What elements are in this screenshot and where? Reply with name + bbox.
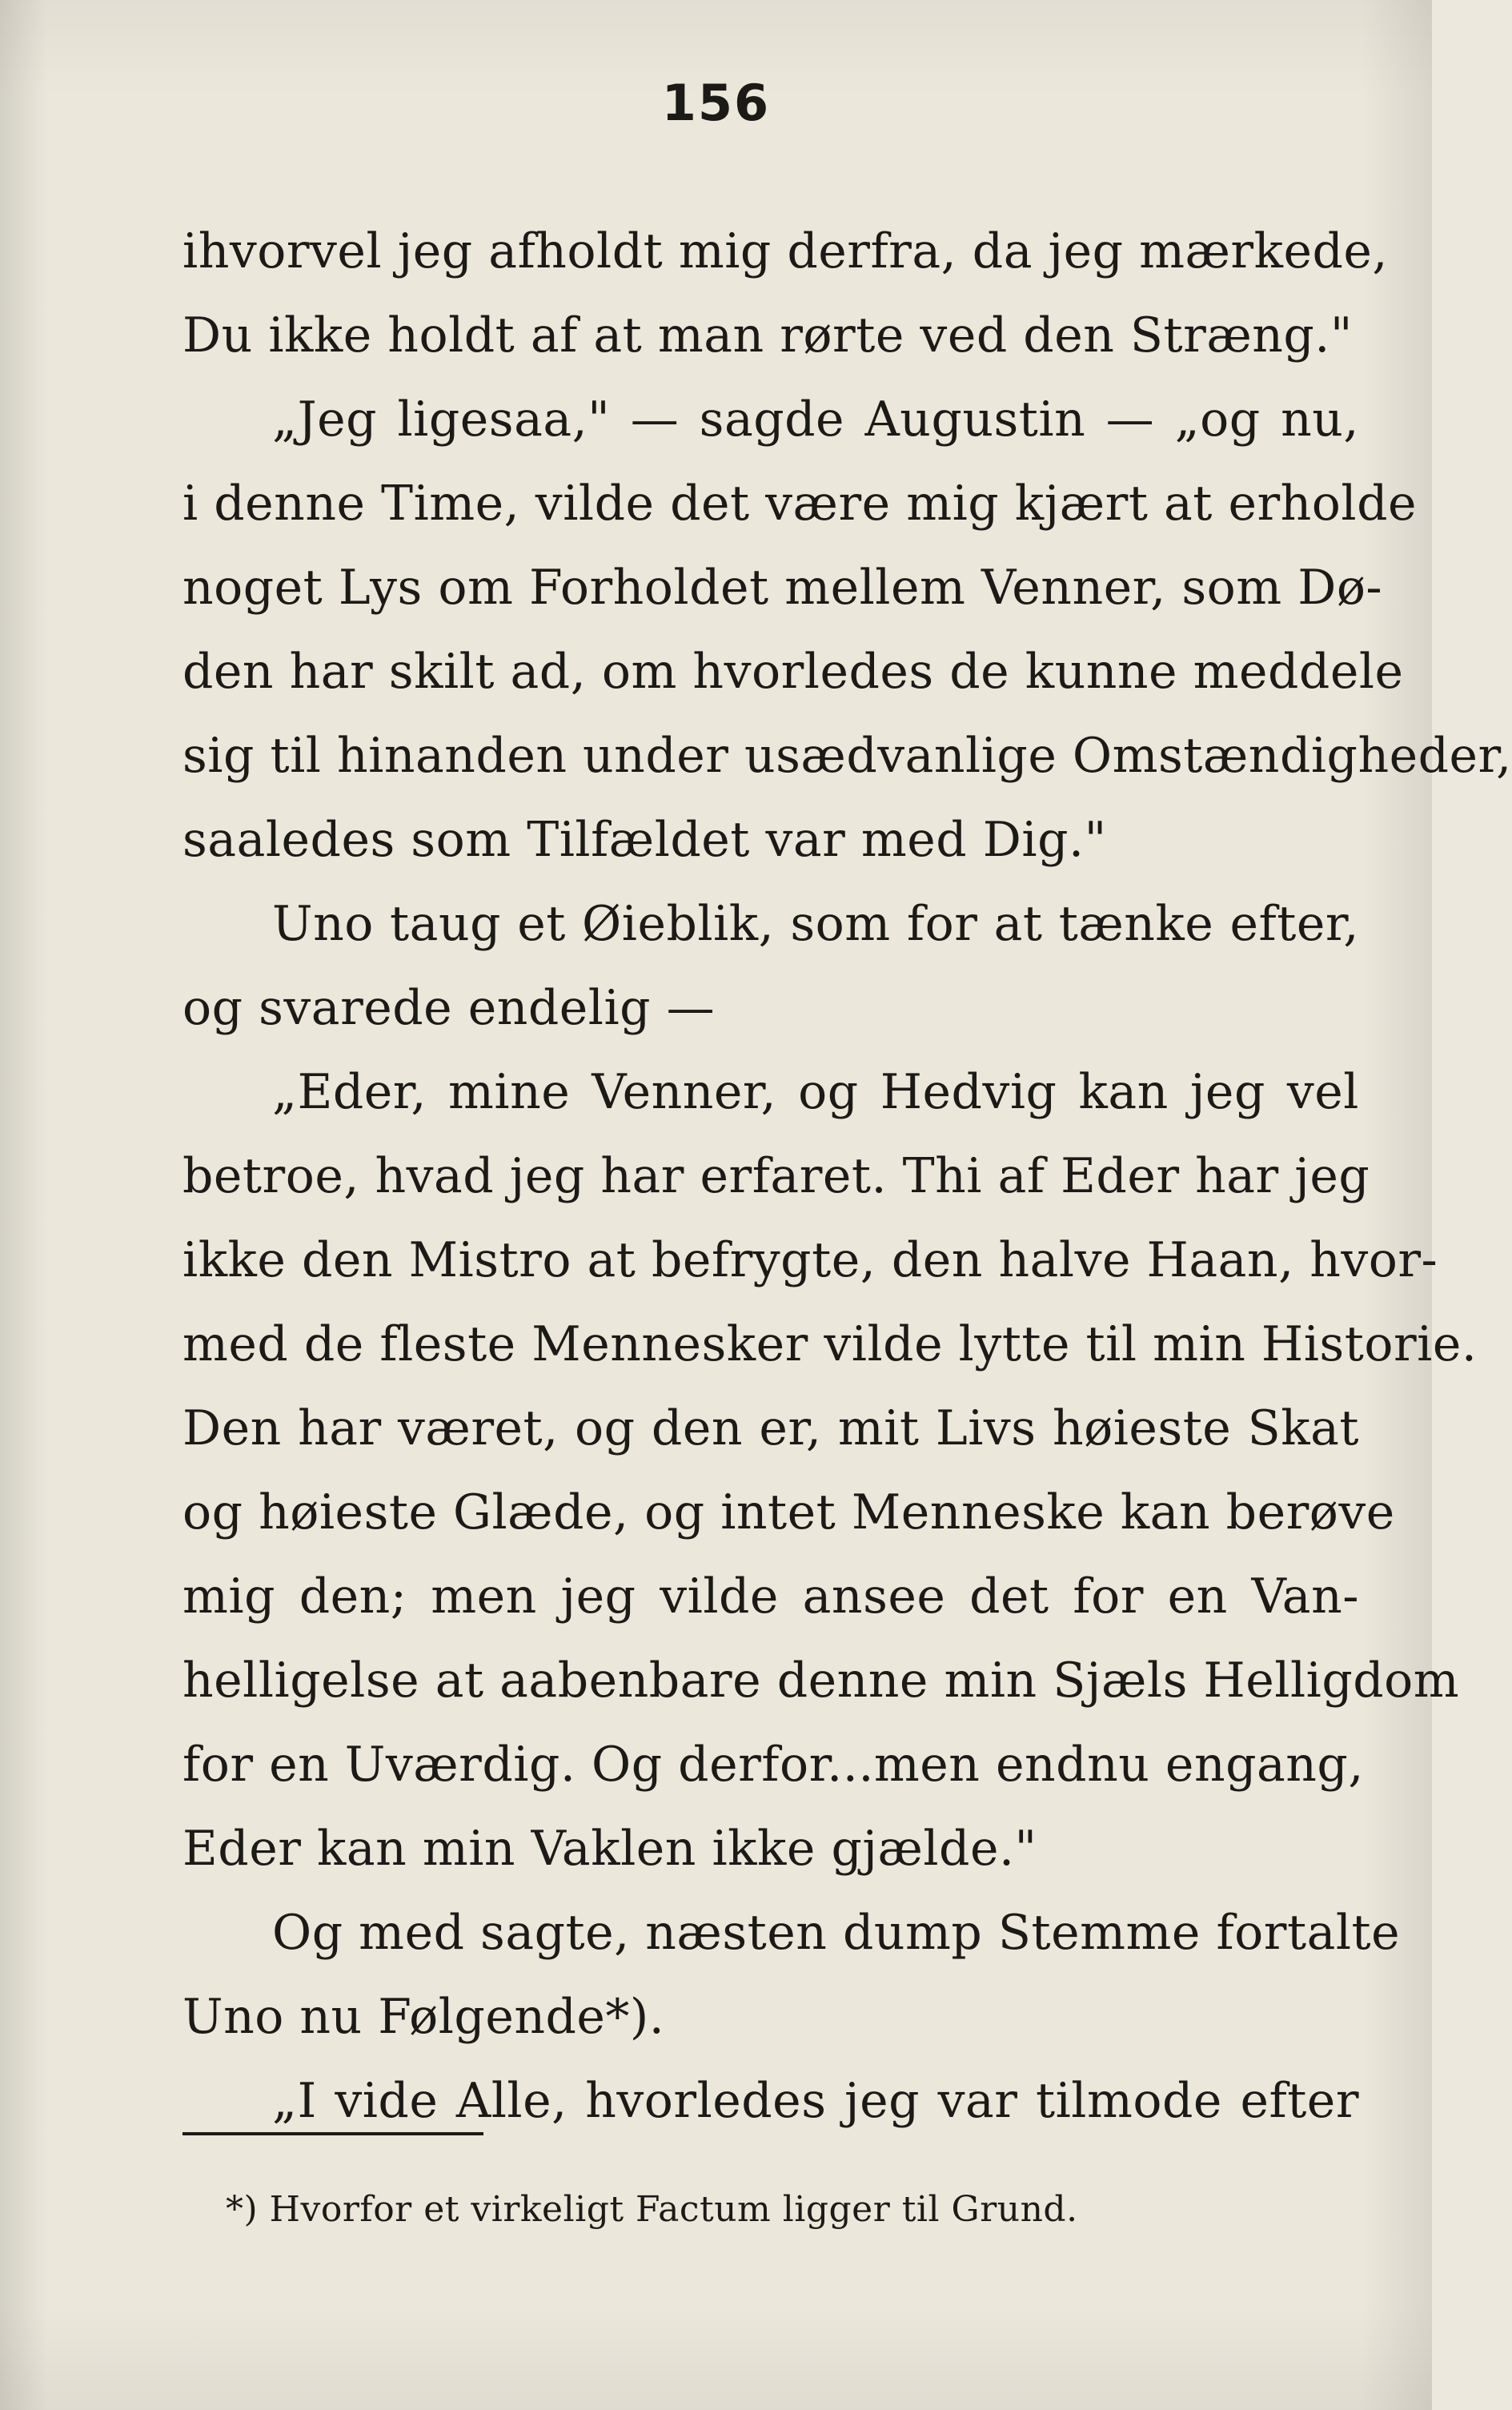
text-line: ihvorvel jeg afholdt mig derfra, da jeg mærkede, [182, 223, 1388, 279]
text-line: „Jeg ligesaa," — sagde Augustin — „og nu, [272, 392, 1359, 448]
footnote: *) Hvorfor et virkeligt Factum ligger til Grund. [226, 2189, 1078, 2230]
text-line: Og med sagte, næsten dump Stemme fortalte [272, 1905, 1401, 1961]
text-line: med de fleste Mennesker vilde lytte til min Historie. [182, 1316, 1478, 1372]
text-line: Uno taug et Øieblik, som for at tænke efter, [272, 896, 1359, 952]
text-line: og svarede endelig — [182, 980, 716, 1036]
text-line: mig den; men jeg vilde ansee det for en Van- [182, 1569, 1359, 1625]
text-line: ikke den Mistro at befrygte, den halve Haan, hvor- [182, 1232, 1438, 1288]
text-line: for en Uværdig. Og derfor...men endnu engang, [182, 1737, 1364, 1793]
text-line: Den har været, og den er, mit Livs høieste Skat [182, 1400, 1359, 1456]
text-line: Uno nu Følgende*). [182, 1989, 665, 2045]
page-number: 156 [661, 74, 771, 132]
text-line: „I vide Alle, hvorledes jeg var tilmode efter [272, 2073, 1359, 2129]
text-line: betroe, hvad jeg har erfaret. Thi af Eder har jeg [182, 1148, 1370, 1204]
text-line: i denne Time, vilde det være mig kjært at erholde [182, 476, 1418, 532]
text-line: helligelse at aabenbare denne min Sjæls Helligdom [182, 1653, 1460, 1709]
footnote-divider [182, 2132, 483, 2135]
text-line: sig til hinanden under usædvanlige Omstændigheder, [182, 728, 1512, 784]
text-line: noget Lys om Forholdet mellem Venner, som Dø- [182, 560, 1383, 616]
text-line: Du ikke holdt af at man rørte ved den Stræng." [182, 307, 1353, 364]
body-text [182, 210, 1512, 2143]
text-line: Eder kan min Vaklen ikke gjælde." [182, 1821, 1037, 1877]
text-line: saaledes som Tilfældet var med Dig." [182, 812, 1107, 868]
text-line: og høieste Glæde, og intet Menneske kan berøve [182, 1484, 1395, 1540]
text-line: „Eder, mine Venner, og Hedvig kan jeg vel [272, 1064, 1359, 1120]
text-line: den har skilt ad, om hvorledes de kunne meddele [182, 644, 1404, 700]
